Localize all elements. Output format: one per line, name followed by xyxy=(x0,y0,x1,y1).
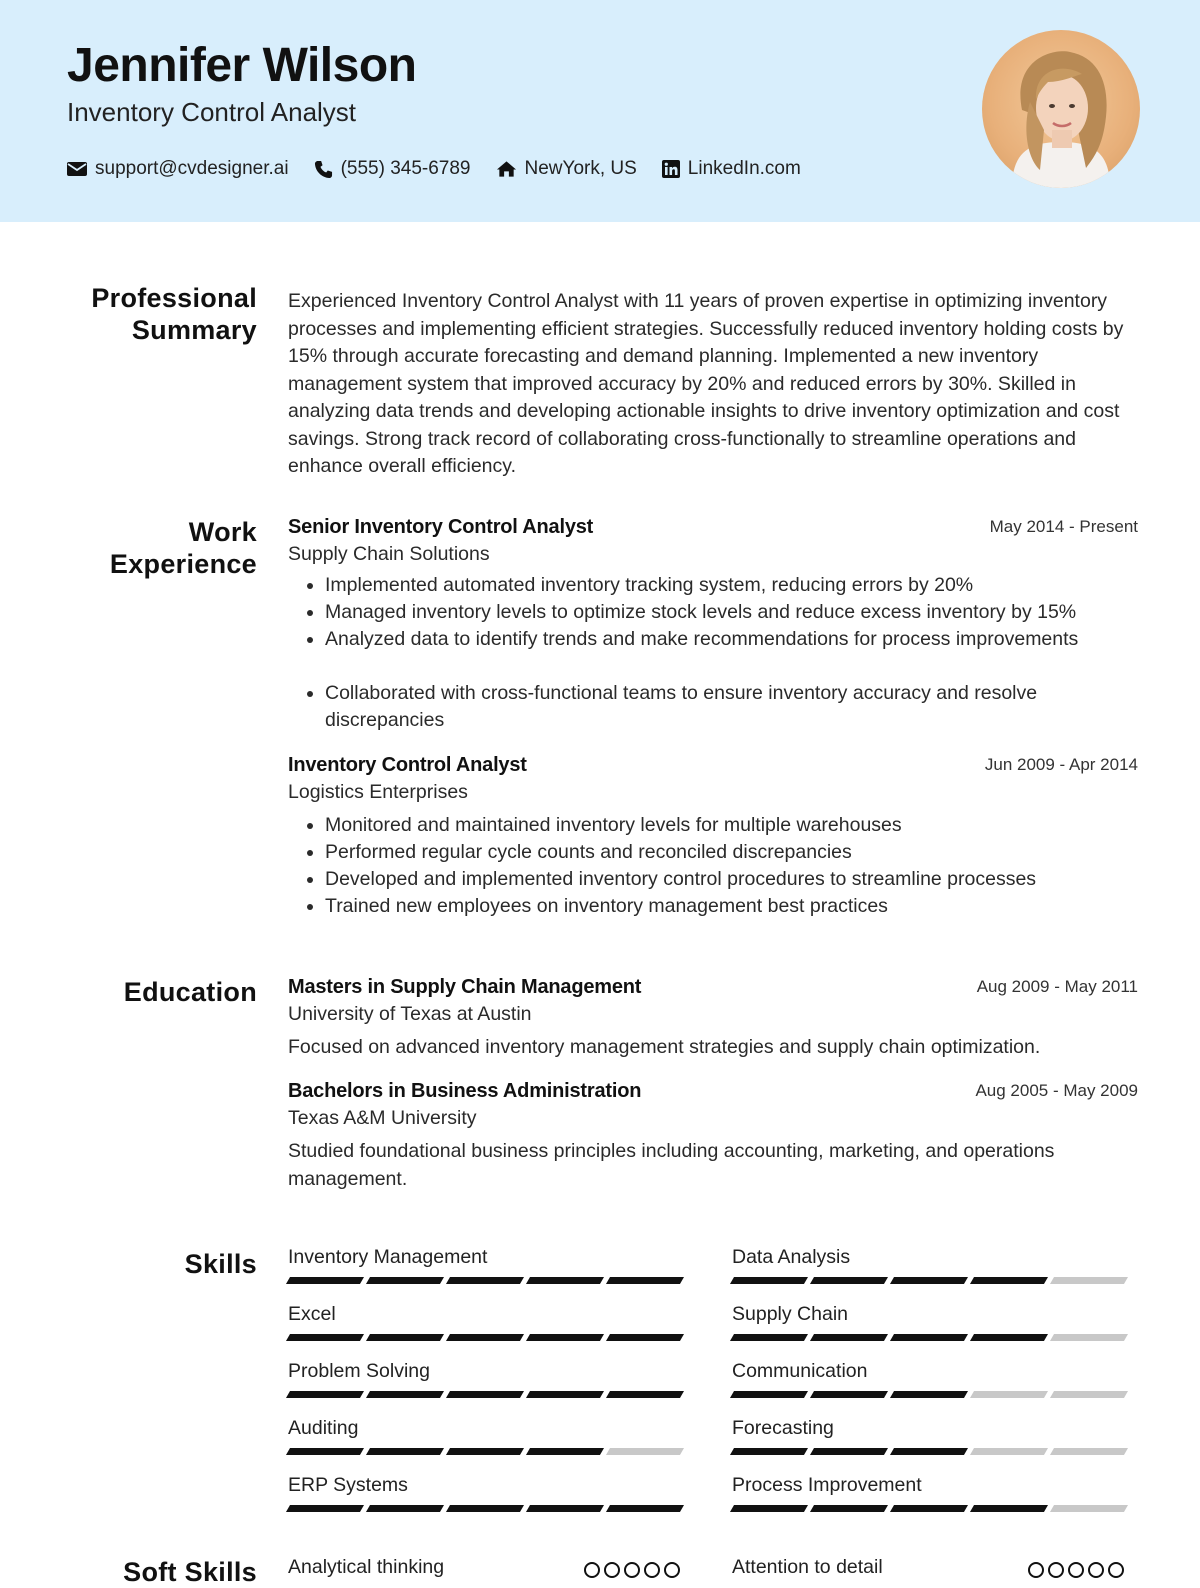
education-description: Focused on advanced inventory management strategies and supply chain optimization. xyxy=(288,1036,1041,1058)
skill-name: Process Improvement xyxy=(732,1474,922,1496)
skill-segment-filled xyxy=(286,1334,364,1341)
linkedin-icon xyxy=(662,160,680,178)
candidate-title: Inventory Control Analyst xyxy=(67,97,357,127)
contact-bar xyxy=(67,158,826,180)
skill-segment-filled xyxy=(730,1391,808,1398)
list-item: • Monitored and maintained inventory levels for multiple warehouses xyxy=(325,812,1138,839)
skill-item xyxy=(732,1246,1132,1284)
list-item: • Collaborated with cross-functional teams to ensure inventory accuracy and resolve discrepancies xyxy=(325,680,1138,734)
skill-item xyxy=(288,1474,688,1512)
home-icon xyxy=(496,160,517,178)
skill-segment-empty xyxy=(1050,1391,1128,1398)
skill-segment-filled xyxy=(810,1277,888,1284)
skill-segment-filled xyxy=(526,1505,604,1512)
skill-segment-filled xyxy=(286,1448,364,1455)
resume-header xyxy=(0,0,1200,222)
job-title: Senior Inventory Control Analyst xyxy=(288,516,594,538)
experience-section xyxy=(288,516,1138,936)
skill-segment-filled xyxy=(366,1448,444,1455)
skill-level-bar xyxy=(732,1391,1132,1398)
summary-section xyxy=(288,288,1138,481)
job-title: Inventory Control Analyst xyxy=(288,754,527,776)
list-item: • Performed regular cycle counts and reconciled discrepancies xyxy=(325,839,1138,866)
skill-name: Forecasting xyxy=(732,1417,834,1439)
skill-segment-filled xyxy=(366,1505,444,1512)
job-bullets xyxy=(288,572,1138,734)
list-item: • Implemented automated inventory tracking system, reducing errors by 20% xyxy=(325,572,1138,599)
education-section xyxy=(288,976,1138,1196)
skill-segment-empty xyxy=(1050,1505,1128,1512)
skill-segment-filled xyxy=(810,1334,888,1341)
skill-level-bar xyxy=(288,1277,688,1284)
skill-level-bar xyxy=(732,1277,1132,1284)
contact-linkedin[interactable] xyxy=(662,158,801,180)
contact-email[interactable] xyxy=(67,158,289,180)
contact-phone[interactable] xyxy=(314,158,471,180)
list-item: • Trained new employees on inventory management best practices xyxy=(325,893,1138,920)
skill-segment-filled xyxy=(970,1334,1048,1341)
skill-segment-filled xyxy=(730,1448,808,1455)
skill-level-bar xyxy=(288,1505,688,1512)
skill-item xyxy=(732,1303,1132,1341)
skill-segment-filled xyxy=(890,1448,968,1455)
skill-segment-filled xyxy=(970,1505,1048,1512)
skill-name: ERP Systems xyxy=(288,1474,408,1496)
school-name: Texas A&M University xyxy=(288,1107,477,1129)
rating-dot xyxy=(1108,1562,1124,1578)
skill-segment-filled xyxy=(606,1277,684,1284)
skill-level-bar xyxy=(732,1505,1132,1512)
degree-title: Masters in Supply Chain Management xyxy=(288,976,642,998)
list-item: • Managed inventory levels to optimize stock levels and reduce excess inventory by 15% xyxy=(325,599,1138,626)
rating-dot xyxy=(1048,1562,1064,1578)
contact-location xyxy=(496,158,637,180)
skill-segment-filled xyxy=(890,1505,968,1512)
rating-dot xyxy=(1088,1562,1104,1578)
contact-email-text: support@cvdesigner.ai xyxy=(95,158,289,179)
skill-segment-empty xyxy=(1050,1277,1128,1284)
contact-location-text: NewYork, US xyxy=(524,158,637,179)
skill-segment-filled xyxy=(730,1277,808,1284)
skill-segment-filled xyxy=(526,1391,604,1398)
section-label-soft-skills: Soft Skills xyxy=(123,1557,257,1587)
soft-skill-name: Analytical thinking xyxy=(288,1556,445,1578)
skill-level-bar xyxy=(288,1334,688,1341)
skill-segment-filled xyxy=(730,1334,808,1341)
soft-skill-rating xyxy=(584,1562,684,1578)
skill-segment-filled xyxy=(446,1334,524,1341)
rating-dot xyxy=(624,1562,640,1578)
skill-segment-filled xyxy=(890,1277,968,1284)
skill-level-bar xyxy=(288,1391,688,1398)
list-item: • Developed and implemented inventory control procedures to streamline processes xyxy=(325,866,1138,893)
skill-level-bar xyxy=(732,1334,1132,1341)
skill-segment-filled xyxy=(526,1448,604,1455)
profile-photo xyxy=(982,30,1140,188)
skill-segment-filled xyxy=(810,1505,888,1512)
skill-segment-filled xyxy=(526,1334,604,1341)
skill-segment-filled xyxy=(286,1505,364,1512)
rating-dot xyxy=(1068,1562,1084,1578)
school-name: University of Texas at Austin xyxy=(288,1003,532,1025)
rating-dot xyxy=(644,1562,660,1578)
job-entry xyxy=(288,754,1138,920)
skill-name: Inventory Management xyxy=(288,1246,488,1268)
skill-segment-filled xyxy=(810,1391,888,1398)
skill-segment-empty xyxy=(606,1448,684,1455)
education-entry xyxy=(288,1080,1138,1193)
skill-name: Supply Chain xyxy=(732,1303,848,1325)
soft-skills-section xyxy=(288,1556,1138,1586)
skill-segment-filled xyxy=(970,1277,1048,1284)
job-entry xyxy=(288,516,1138,734)
skill-item xyxy=(732,1474,1132,1512)
rating-dot xyxy=(1028,1562,1044,1578)
skill-segment-filled xyxy=(446,1391,524,1398)
summary-text: Experienced Inventory Control Analyst with 11 years of proven expertise in optimizing inventory processes and implementing efficient strategies. Successfully reduced inventory holding costs by 15% through accurate forecasting and demand planning. Implemented a new inventory management system that improved accuracy by 20% and reduced errors by 30%. Skilled in analyzing data trends and developing actionable insights to drive inventory optimization and cost savings. Strong track record of collaborating cross-functionally to streamline operations and enhance overall efficiency. xyxy=(288,290,1124,477)
skill-level-bar xyxy=(732,1448,1132,1455)
skills-grid xyxy=(288,1246,1138,1526)
skill-segment-empty xyxy=(1050,1448,1128,1455)
list-item: • Analyzed data to identify trends and make recommendations for process improvements xyxy=(325,626,1138,653)
skill-item xyxy=(288,1360,688,1398)
rating-dot xyxy=(584,1562,600,1578)
skill-segment-filled xyxy=(366,1334,444,1341)
skill-segment-filled xyxy=(286,1277,364,1284)
skill-segment-filled xyxy=(606,1391,684,1398)
skill-segment-filled xyxy=(890,1391,968,1398)
skill-segment-filled xyxy=(526,1277,604,1284)
job-company: Logistics Enterprises xyxy=(288,781,468,803)
skill-name: Problem Solving xyxy=(288,1360,430,1382)
skill-item xyxy=(288,1246,688,1284)
skill-segment-filled xyxy=(606,1505,684,1512)
skill-name: Communication xyxy=(732,1360,868,1382)
rating-dot xyxy=(604,1562,620,1578)
phone-icon xyxy=(314,160,333,179)
job-dates: Jun 2009 - Apr 2014 xyxy=(984,755,1138,774)
skill-segment-empty xyxy=(970,1391,1048,1398)
rating-dot xyxy=(664,1562,680,1578)
degree-title: Bachelors in Business Administration xyxy=(288,1080,642,1102)
soft-skill-name: Attention to detail xyxy=(732,1556,883,1578)
section-label-education: Education xyxy=(123,977,257,1007)
soft-skill-rating xyxy=(1028,1562,1128,1578)
skill-segment-filled xyxy=(606,1334,684,1341)
contact-linkedin-text: LinkedIn.com xyxy=(687,158,801,179)
education-entry xyxy=(288,976,1138,1062)
skill-segment-filled xyxy=(730,1505,808,1512)
skill-segment-empty xyxy=(970,1448,1048,1455)
skill-name: Data Analysis xyxy=(732,1246,851,1268)
skill-segment-filled xyxy=(366,1391,444,1398)
skill-item xyxy=(732,1360,1132,1398)
education-dates: Aug 2005 - May 2009 xyxy=(975,1081,1138,1100)
skill-segment-filled xyxy=(446,1277,524,1284)
skill-segment-filled xyxy=(286,1391,364,1398)
skill-item xyxy=(288,1417,688,1455)
section-label-skills: Skills xyxy=(184,1249,257,1279)
skill-item xyxy=(732,1417,1132,1455)
job-bullets xyxy=(288,812,1138,920)
job-company: Supply Chain Solutions xyxy=(288,543,490,565)
skill-segment-filled xyxy=(810,1448,888,1455)
section-label-experience: Work Experience xyxy=(109,517,257,579)
candidate-name: Jennifer Wilson xyxy=(67,39,417,92)
skill-level-bar xyxy=(288,1448,688,1455)
skill-segment-filled xyxy=(366,1277,444,1284)
skill-segment-filled xyxy=(446,1505,524,1512)
section-label-summary: Professional Summary xyxy=(91,283,257,345)
job-dates: May 2014 - Present xyxy=(989,517,1138,536)
skill-item xyxy=(288,1303,688,1341)
skill-name: Excel xyxy=(288,1303,336,1325)
skill-segment-filled xyxy=(890,1334,968,1341)
education-description: Studied foundational business principles including accounting, marketing, and operations management. xyxy=(288,1140,1055,1190)
skill-name: Auditing xyxy=(288,1417,359,1439)
envelope-icon xyxy=(67,161,87,177)
contact-phone-text: (555) 345-6789 xyxy=(340,158,471,179)
education-dates: Aug 2009 - May 2011 xyxy=(976,977,1138,996)
skill-segment-filled xyxy=(446,1448,524,1455)
skill-segment-empty xyxy=(1050,1334,1128,1341)
